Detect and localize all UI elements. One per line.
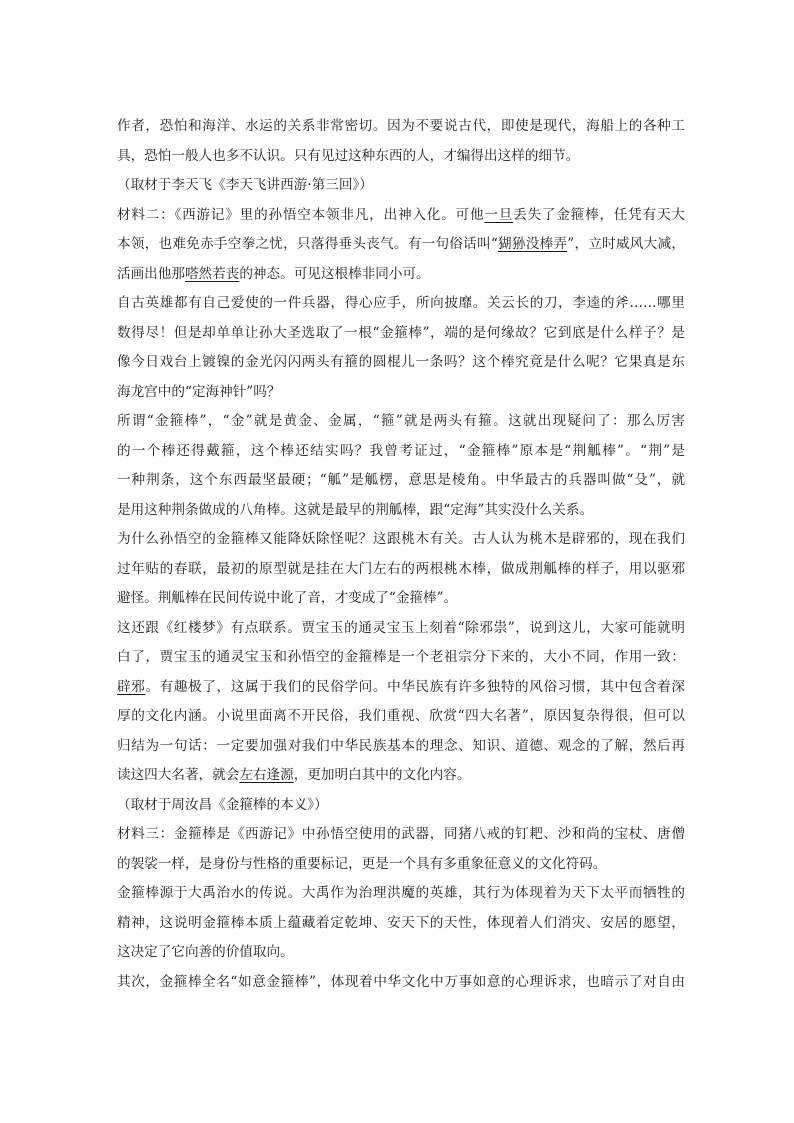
document-body (117, 112, 685, 997)
text-segment: 过年贴的春联，最初的原型就是挂在大门左右的两根桃木棒，做成荆觚棒的样子，用以驱邪 (117, 560, 685, 577)
text-segment: ”，立时威风大减， (567, 236, 685, 252)
text-segment: 为什么孙悟空的金箍棒又能降妖除怪呢？这跟桃木有关。古人认为桃木是辟邪的，现在我们 (117, 531, 685, 547)
text-line (117, 407, 685, 437)
text-segment: 归结为一句话：一定要加强对我们中华民族基本的理念、知识、道德、观念的了解，然后再 (117, 737, 685, 754)
text-segment: 读这四大名著，就会 (117, 767, 240, 783)
text-line (117, 171, 685, 201)
underlined-text: 猢狲没棒弄 (497, 236, 568, 252)
underlined-text: 一旦 (484, 206, 514, 223)
text-line (117, 643, 685, 673)
text-segment: 其次，金箍棒全名“如意金箍棒”，体现着中华文化中万事如意的心理诉求，也暗示了对自由 (117, 973, 685, 990)
text-line (117, 112, 685, 142)
text-segment: 一种荆条，这个东西最坚最硬；“觚”是觚楞，意思是棱角。中华最古的兵器叫做“殳”，就 (117, 472, 685, 488)
text-line (117, 879, 685, 909)
text-segment: ，更加明白其中的文化内容。 (293, 767, 471, 783)
underlined-text: 左右逢源 (239, 767, 294, 783)
text-segment: 本领，也难免赤手空拳之忧，只落得垂头丧气。有一句俗话叫“ (117, 236, 498, 252)
text-segment: 所谓“金箍棒”，“金”就是黄金、金属，“箍”就是两头有箍。这就出现疑问了：那么厉害 (117, 413, 685, 429)
text-segment: 自古英雄都有自己爱使的一件兵器，得心应手，所向披靡。关云长的刀，李逵的斧……哪里 (117, 295, 685, 311)
text-segment: 精神，这说明金箍棒本质上蕴藏着定乾坤、安天下的天性，体现着人们消灾、安居的愿望， (117, 914, 685, 931)
text-line (117, 378, 685, 408)
text-line (117, 201, 685, 231)
text-line (117, 732, 685, 762)
text-segment: 具，恐怕一般人也多不认识。只有见过这种东西的人，才编得出这样的细节。 (117, 147, 580, 164)
text-segment: 材料二：《西游记》里的孙悟空本领非凡，出神入化。可他 (117, 206, 485, 223)
text-line (117, 230, 685, 260)
text-line (117, 142, 685, 172)
underlined-text: 辟邪 (117, 678, 146, 695)
text-segment: 的袈裟一样，是身份与性格的重要标记，更是一个具有多重象征意义的文化符码。 (117, 855, 607, 872)
text-segment: 这还跟《红楼梦》有点联系。贾宝玉的通灵宝玉上刻着“除邪祟”，说到这儿，大家可能就明 (117, 619, 685, 636)
text-segment: 作者，恐怕和海洋、水运的关系非常密切。因为不要说古代，即使是现代，海船上的各种工 (117, 118, 685, 134)
text-segment: 的一个棒还得戴箍，这个棒还结实吗？我曾考证过，“金箍棒”原本是“荆觚棒”。“荆”是 (117, 442, 685, 459)
text-line (117, 968, 685, 998)
text-segment: 海龙宫中的“定海神针”吗？ (117, 383, 281, 400)
text-segment: 这决定了它向善的价值取向。 (117, 944, 294, 960)
text-line (117, 260, 685, 290)
text-line (117, 850, 685, 880)
text-line (117, 614, 685, 644)
underlined-text: 嗒然若丧 (184, 265, 240, 282)
text-line (117, 820, 685, 850)
text-line (117, 584, 685, 614)
text-segment: 像今日戏台上镀镍的金光闪闪两头有箍的圆棍儿一条吗？这个棒究竟是什么呢？它果真是东 (117, 354, 685, 370)
text-line (117, 319, 685, 349)
text-line (117, 673, 685, 703)
text-line (117, 289, 685, 319)
text-line (117, 525, 685, 555)
text-segment: 的神态。可见这根棒非同小可。 (239, 265, 430, 282)
text-segment: 材料三：金箍棒是《西游记》中孙悟空使用的武器，同猪八戒的钉耙、沙和尚的宝杖、唐僧 (117, 826, 685, 842)
text-segment: 。有趣极了，这属于我们的民俗学问。中华民族有许多独特的风俗习惯，其中包含着深 (145, 678, 685, 695)
text-segment: 白了，贾宝玉的通灵宝玉和孙悟空的金箍棒是一个老祖宗分下来的，大小不同，作用一致： (117, 649, 685, 665)
text-line (117, 791, 685, 821)
text-line (117, 496, 685, 526)
text-segment: 厚的文化内涵。小说里面离不开民俗，我们重视、欣赏“四大名著”，原因复杂得很，但可以 (117, 708, 685, 724)
text-segment: 数得尽！但是却单单让孙大圣选取了一根“金箍棒”，端的是何缘故？它到底是什么样子？是 (117, 324, 685, 341)
text-line (117, 466, 685, 496)
text-segment: （取材于李天飞《李天飞讲西游·第三回》） (117, 177, 373, 193)
text-segment: 避怪。荆觚棒在民间传说中讹了音，才变成了“金箍棒”。 (117, 590, 458, 606)
text-segment: 金箍棒源于大禹治水的传说。大禹作为治理洪魔的英雄，其行为体现着为天下太平而牺牲的 (117, 885, 685, 901)
text-segment: 活画出他那 (117, 265, 185, 282)
text-line (117, 437, 685, 467)
text-line (117, 909, 685, 939)
text-segment: 是用这种荆条做成的八角棒。这就是最早的荆觚棒，跟“定海”其实没什么关系。 (117, 501, 594, 518)
text-line (117, 702, 685, 732)
text-segment: 丢失了金箍棒，任凭有天大 (513, 206, 685, 223)
text-segment: （取材于周汝昌《金箍棒的本义》） (117, 796, 328, 813)
text-line (117, 938, 685, 968)
text-line (117, 555, 685, 585)
text-line (117, 348, 685, 378)
text-line (117, 761, 685, 791)
